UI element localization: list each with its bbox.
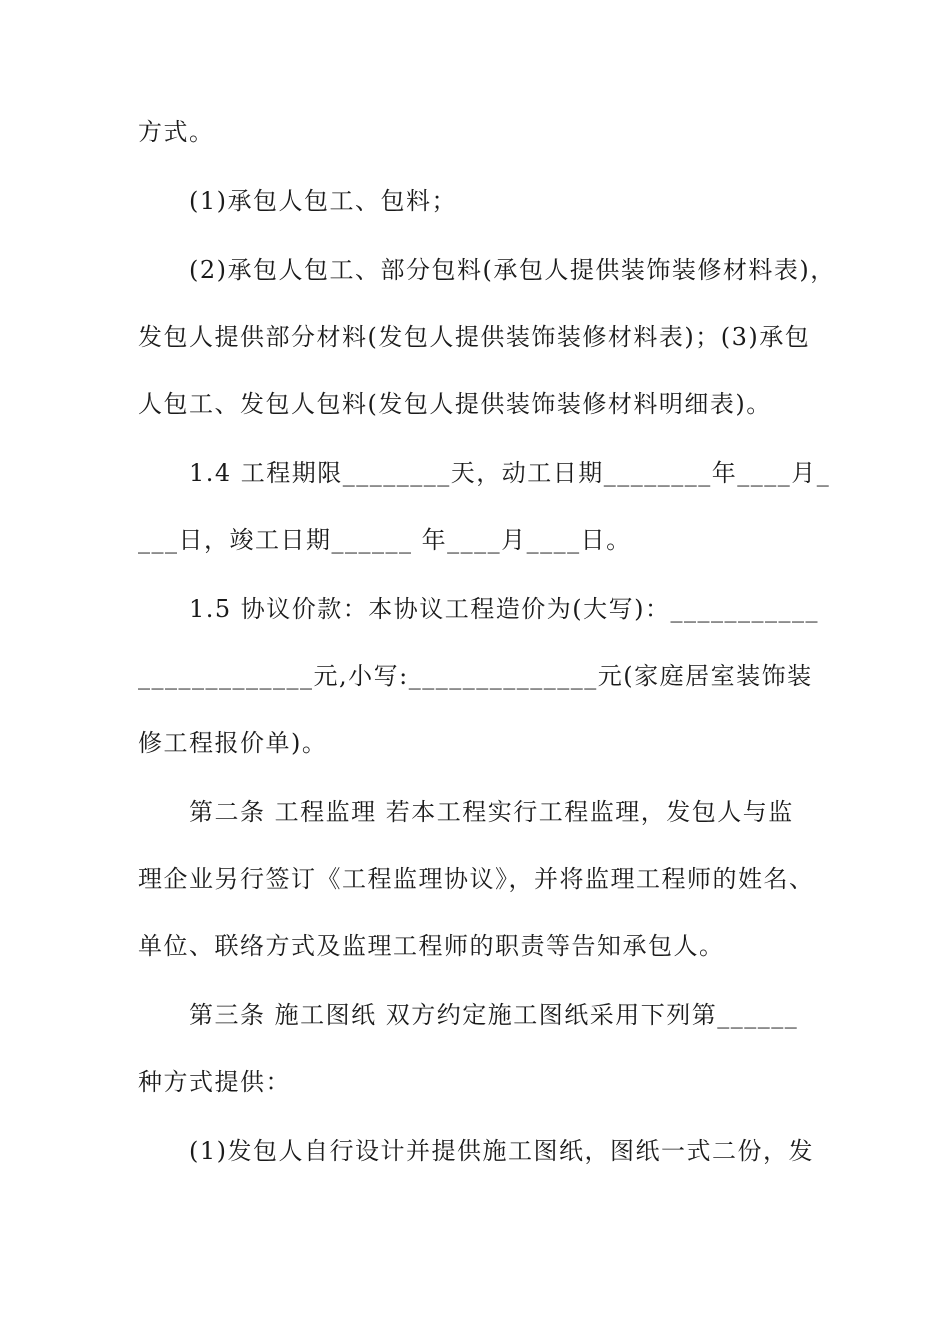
text-line: (1)发包人自行设计并提供施工图纸，图纸一式二份，发 <box>189 1137 814 1165</box>
text-line: 1.4 工程期限________天，动工日期________年____月_ <box>189 459 831 487</box>
text-line: 单位、联络方式及监理工程师的职责等告知承包人。 <box>138 932 725 960</box>
text-line: 第三条 施工图纸 双方约定施工图纸采用下列第______ <box>189 1001 799 1029</box>
text-line: 理企业另行签订《工程监理协议》，并将监理工程师的姓名、 <box>138 865 815 893</box>
text-line: ___日，竣工日期______ 年____月____日。 <box>138 526 632 554</box>
text-line: 人包工、发包人包料(发包人提供装饰装修材料明细表)。 <box>138 390 772 418</box>
text-line: 第二条 工程监理 若本工程实行工程监理，发包人与监 <box>189 798 794 826</box>
text-line: _____________元,小写:______________元(家庭居室装饰装 <box>138 662 813 690</box>
text-line: (2)承包人包工、部分包料(承包人提供装饰装修材料表)， <box>189 256 836 284</box>
text-line: 方式。 <box>138 118 215 146</box>
text-line: (1)承包人包工、包料； <box>189 187 457 215</box>
text-line: 修工程报价单)。 <box>138 729 328 757</box>
text-line: 发包人提供部分材料(发包人提供装饰装修材料表)；(3)承包 <box>138 323 811 351</box>
text-line: 种方式提供： <box>138 1068 291 1096</box>
text-line: 1.5 协议价款：本协议工程造价为(大写)：___________ <box>189 595 820 623</box>
